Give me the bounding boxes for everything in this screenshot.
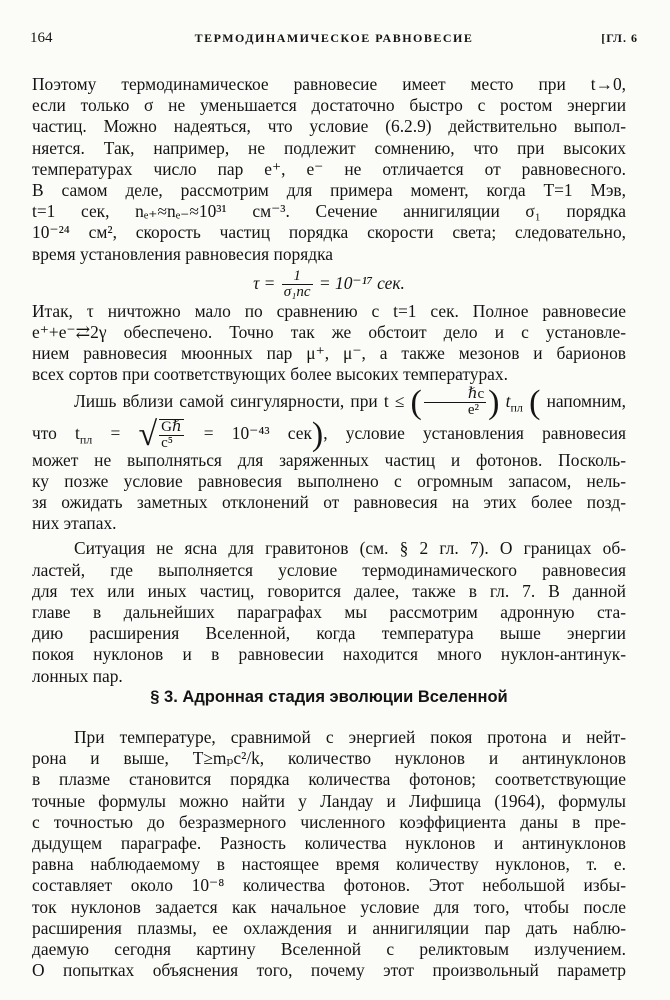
paren-open: ( [529,383,541,421]
chapter-label: [ГЛ. 6 [601,31,638,45]
text-line: для тех или иных частиц, говорится далее, также в гл. 7. В данной [32,580,626,601]
text-line: равна наблюдаемому в настоящее время количеству нуклонов, т. е. [32,854,626,875]
planck-subscript: пл [79,432,93,447]
text-line: даемую сегодня картину Вселенной с реликтовым излучением. [32,939,626,960]
equals-sign: = [110,422,121,443]
hbar-c-over-e2-fraction [424,387,486,418]
text-line: может не выполняться для заряженных частиц и фотонов. Посколь- [32,449,626,470]
paren-open: ( [410,383,422,421]
text-fragment: напомним, [546,390,627,411]
text-line: ток нуклонов задается как начальное условие для того, чтобы после [32,896,626,917]
fraction-numerator: ℏc [424,387,486,403]
paragraph-5 [32,727,626,981]
section-heading: § 3. Адронная стадия эволюции Вселенной [150,688,508,706]
text-line: В самом деле, рассмотрим для примера момент, когда T=1 Мэв, [32,180,626,201]
formula-relaxation-time [32,265,626,301]
text-line: расширения плазмы, ее охлаждения и аннигиляции пар дать наблю- [32,917,626,938]
text-line: лонных пар. [32,665,123,686]
text-fragment: Лишь вблизи самой сингулярности, при t ≤ [74,390,405,411]
text-line-with-formula [32,383,627,421]
paren-close: ) [311,415,324,453]
text-line: няется. Так, например, не подлежит сомнению, что при высоких [32,137,626,158]
text-line: составляет около 10⁻⁸ количества фотонов. Этот небольшой избы- [32,875,626,896]
planck-time-value: = 10⁻⁴³ сек [203,422,312,443]
text-line: e⁺+e⁻⇄2γ обеспечено. Точно так же обстоит дело и с установле- [32,322,626,343]
text-line: с точностью до безразмерного численного коэффициента даны в пре- [32,811,626,832]
text-line: Поэтому термодинамическое равновесие имеет место при t→0, [32,74,626,94]
text-line: зя ожидать заметных отклонений от равновесия на этих более позд- [32,492,626,513]
text-line: 10⁻²⁴ см², скорость частиц порядка скорости света; следовательно, [32,222,626,243]
paragraph-4 [32,538,626,686]
formula-lhs: τ = [253,272,276,293]
body-text-lower [32,727,626,981]
text-line: О попытках объяснения того, почему этот произвольный параметр [32,960,626,981]
text-line: если только σ не уменьшается достаточно быстро с ростом энергии [32,95,626,116]
text-line: t=1 сек, nₑ₊≈nₑ₋≈10³¹ см⁻³. Сечение аннигиляции σ₁ порядка [32,201,626,222]
text-line: них этапах. [32,513,117,534]
text-line: рона и выше, T≥mₚc²/k, количество нуклонов и антинуклонов [32,748,626,769]
text-line: Итак, τ ничтожно мало по сравнению с t=1 сек. Полное равновесие [32,300,626,321]
planck-subscript: пл [510,400,523,415]
text-line: покоя нуклонов и в равновесии находится много нуклон-антинук- [32,644,626,665]
page-header [30,30,638,52]
paragraph-3 [32,383,627,535]
fraction-denominator: c⁵ [161,434,173,451]
g-hbar-over-c5-fraction [159,419,184,451]
text-line: дию расширения Вселенной, когда температура выше энергии [32,623,626,644]
text-line: всех сортов при соответствующих более высоких температурах. [32,364,508,385]
running-title: ТЕРМОДИНАМИЧЕСКОЕ РАВНОВЕСИЕ [194,31,474,45]
text-line: главе в дальнейших параграфах мы рассмотрим адронную ста- [32,602,626,623]
text-line: частиц. Можно надеяться, что условие (6.2.9) действительно выпол- [32,116,626,137]
paragraph-1 [32,74,626,265]
text-line: время установления равновесия порядка [32,243,333,264]
page-number: 164 [30,30,53,46]
text-line: Ситуация не ясна для гравитонов (см. § 2 гл. 7). О границах об- [74,538,626,559]
planck-time-symbol: t [505,390,511,411]
text-line: нием равновесия мюонных пар μ⁺, μ⁻, а также мезонов и барионов [32,343,626,364]
fraction-numerator: Gℏ [161,418,182,435]
body-text-upper [32,74,626,687]
fraction-denominator: e² [467,402,479,419]
text-line: точные формулы можно найти у Ландау и Лифшица (1964), формулы [32,790,626,811]
formula-fraction [282,269,313,300]
fraction-denominator: σ₁nc [283,284,311,301]
text-fragment: условие установления равновесия [345,422,626,443]
formula-rhs: = 10⁻¹⁷ сек. [318,272,405,293]
paragraph-2 [32,301,626,386]
text-line: При температуре, сравнимой с энергией покоя протона и нейт- [74,727,626,747]
text-fragment: что t [32,422,80,443]
sqrt-sign: √ [138,415,158,453]
text-line-with-formula: что $t_{пл}$ = √ $\frac{\text{Gℏ}}{\text{c⁵}}$ = 10⁻⁴³ сек), условие установления равновесия [32,415,626,453]
text-line: дыдущем параграфе. Разность количества нуклонов и антинуклонов [32,833,626,854]
text-line: температурах число пар e⁺, e⁻ не отличается от равновесного. [32,158,626,179]
paren-close: ) [488,383,500,421]
text-line: ластей, где выполняется условие термодинамического равновесия [32,559,626,580]
text-line: в плазме становится порядка количества фотонов; соответствующие [32,769,626,790]
text-line: ку позже условие равновесия выполнено с огромным запасом, нель- [32,470,626,491]
fraction-numerator: 1 [282,269,313,285]
